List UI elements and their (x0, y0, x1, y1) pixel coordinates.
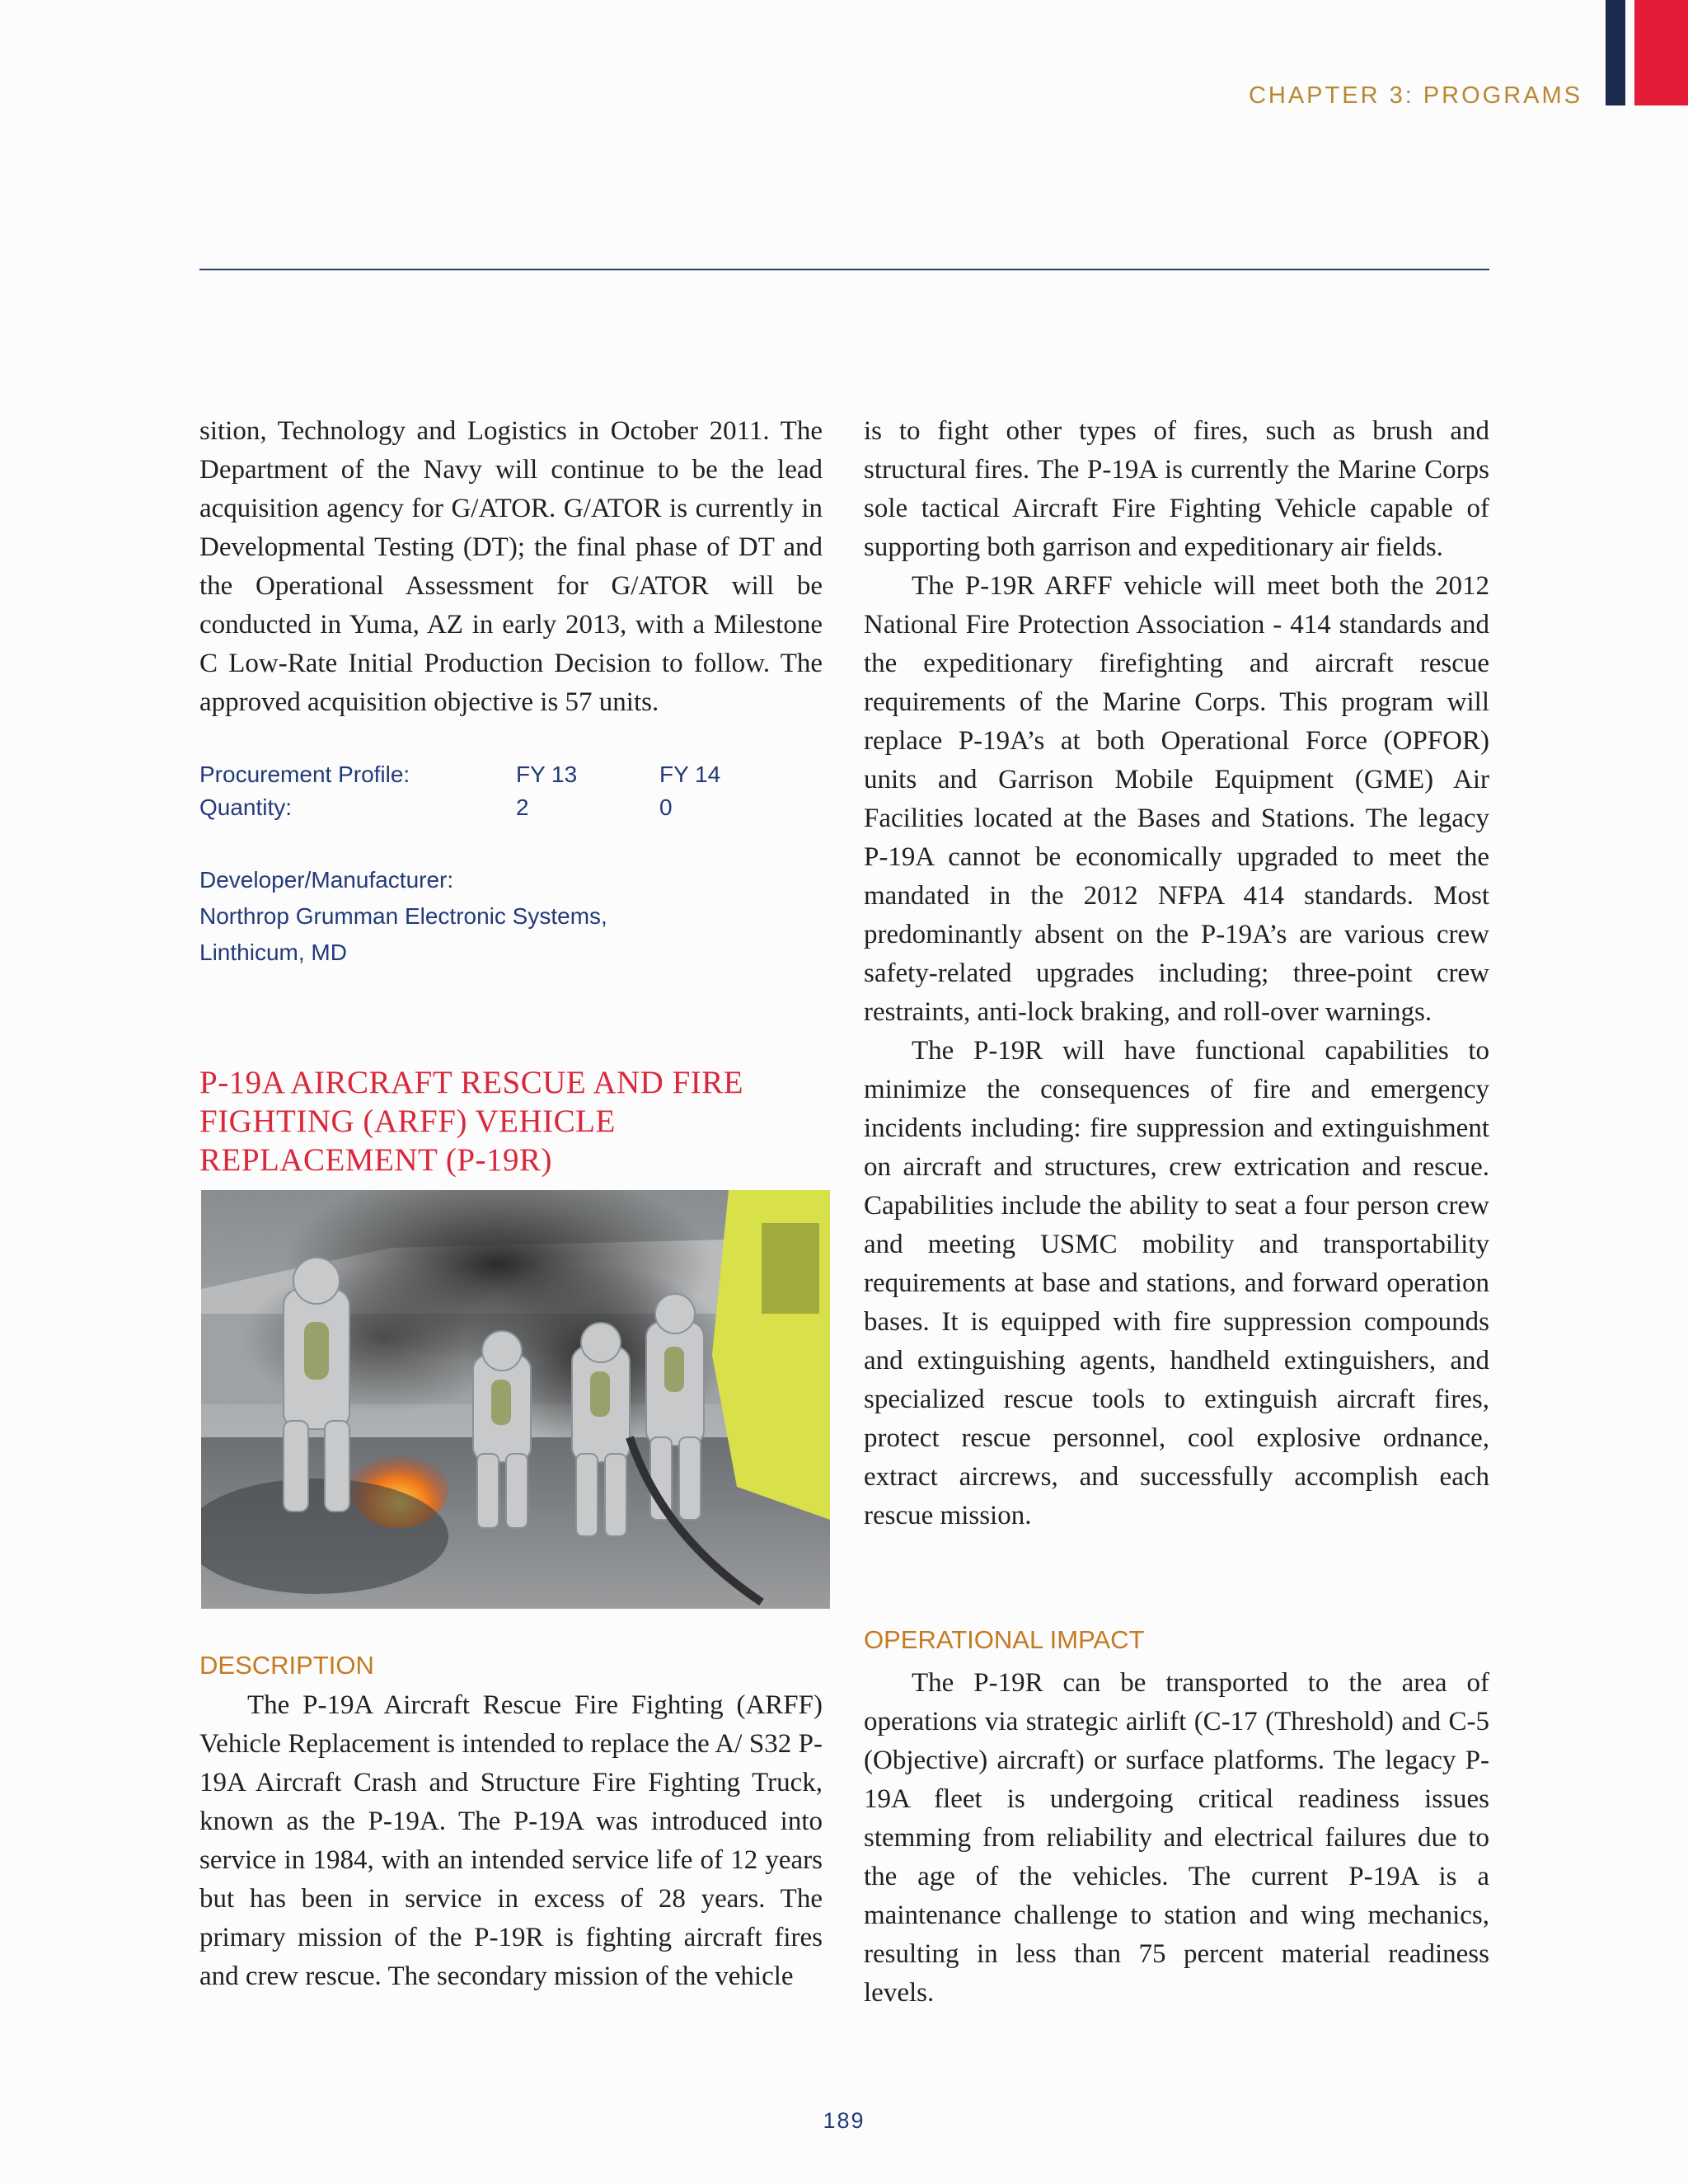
developer-label: Developer/Manufacturer: (199, 867, 454, 893)
quantity-label: Quantity: (199, 794, 293, 820)
firefighters-photo-graphic (201, 1190, 830, 1609)
developer-manufacturer (199, 862, 823, 971)
fy13-label: FY 13 (516, 762, 578, 787)
left-column (199, 412, 823, 722)
firefighters-photo (201, 1190, 830, 1609)
fy14-label: FY 14 (659, 762, 721, 787)
page-number: 189 (823, 2108, 865, 2133)
right-paragraph-3: The P-19R will have functional capabilities to minimize the consequences of fire and emergency incidents including: fire suppression and extinguishment on aircraft and structures, crew extrication and rescue. Capabilities include the ability to seat a four person crew and meeting USMC mobility and transportability requirements at base and stations, and forward operation bases. It is equipped with fire suppression compounds and extinguishing agents, handheld extinguishers, and specialized rescue tools to extinguish aircraft fires, protect rescue personnel, cool explosive ordnance, extract aircrews, and successfully accomplish each rescue mission. (864, 1036, 1489, 1530)
procurement-row (199, 762, 823, 794)
section-title: P-19A AIRCRAFT RESCUE AND FIRE FIGHTING (ARFF) VEHICLE REPLACEMENT (P-19R) (199, 1065, 744, 1178)
quantity-row (199, 794, 823, 827)
fy13-quantity: 2 (516, 794, 529, 820)
description-paragraph: The P-19A Aircraft Rescue Fire Fighting (ARFF) Vehicle Replacement is intended to replace the A/ S32 P-19A Aircraft Crash and Structure Fire Fighting Truck, known as the P-19A. The P-19A was introduced into service in 1984, with an intended service life of 12 years but has been in service in excess of 28 years. The primary mission of the P-19R is fighting aircraft fires and crew rescue. The secondary mission of the vehicle (199, 1690, 823, 1991)
description-body (199, 1686, 823, 1996)
procurement-profile (199, 762, 823, 827)
operational-impact-heading: OPERATIONAL IMPACT (864, 1625, 1145, 1654)
operational-impact-body (864, 1664, 1489, 2013)
right-paragraph-2: The P-19R ARFF vehicle will meet both the 2012 National Fire Protection Association - 414 standards and the expeditionary firefighting and aircraft rescue requirements of the Marine Corps. This program will replace P-19A’s at both Operational Force (OPFOR) units and Garrison Mobile Equipment (GME) Air Facilities located at the Bases and Stations. The legacy P-19A cannot be economically upgraded to meet the mandated in the 2012 NFPA 414 standards. Most predominantly absent on the P-19A’s are various crew safety-related upgrades including; three-point crew restraints, anti-lock braking, and roll-over warnings. (864, 571, 1489, 1027)
chapter-header: CHAPTER 3: PROGRAMS (1248, 82, 1582, 109)
operational-impact-paragraph: The P-19R can be transported to the area of operations via strategic airlift (C-17 (Threshold) and C-5 (Objective) aircraft) or surface platforms. The legacy P-19A fleet is undergoing critical readiness issues stemming from reliability and electrical failures due to the age of the vehicles. The current P-19A is a maintenance challenge to station and wing mechanics, resulting in less than 75 percent material readiness levels. (864, 1668, 1489, 2008)
right-paragraph-1: is to fight other types of fires, such as brush and structural fires. The P-19A is currently the Marine Corps sole tactical Aircraft Fire Fighting Vehicle capable of supporting both garrison and expeditionary air fields. (864, 416, 1489, 562)
procurement-label: Procurement Profile: (199, 762, 410, 787)
developer-line-2: Linthicum, MD (199, 940, 347, 965)
intro-paragraph: sition, Technology and Logistics in October 2011. The Department of the Navy will continue to be the lead acquisition agency for G/ATOR. G/ATOR is currently in Developmental Testing (DT); the final phase of DT and the Operational Assessment for G/ATOR will be conducted in Yuma, AZ in early 2013, with a Milestone C Low-Rate Initial Production Decision to follow. The approved acquisition objective is 57 units. (199, 416, 823, 717)
header-tab-red (1634, 0, 1688, 105)
header-tab-navy (1606, 0, 1625, 105)
developer-line-1: Northrop Grumman Electronic Systems, (199, 903, 607, 929)
description-heading: DESCRIPTION (199, 1651, 374, 1680)
fy14-quantity: 0 (659, 794, 673, 820)
header-rule (199, 269, 1489, 270)
right-column (864, 412, 1489, 1535)
